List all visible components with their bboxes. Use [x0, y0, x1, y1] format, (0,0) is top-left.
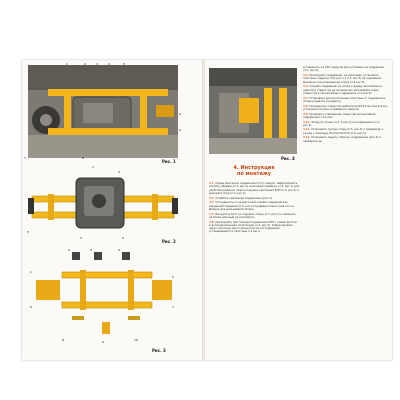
fig3-caption: Рис. 3	[152, 348, 166, 353]
fig1-marker: 8	[82, 156, 84, 160]
fig2-illustration	[28, 168, 178, 238]
fig1-marker: 9	[179, 128, 181, 132]
left-page	[22, 60, 202, 360]
fig1-marker: 2	[84, 62, 86, 66]
fig1-marker: 3	[96, 62, 98, 66]
step-item: 4.11. Установить третью опору (п.5, рис.3) и подрамник к кузову с помощью болтов M12x75 (п.6, рис.3).	[303, 128, 384, 135]
steps-column-left	[209, 182, 299, 235]
step-item: 4.10. Затянуть опоры (п.2, 4 рис.2) на подрамнике (п.1, рис.3).	[303, 120, 381, 127]
step-item: 4.6. Поднять подрамник до упора к днищу автомобиля и наметить отверстия на лонжеронах автомобиля через отверстия в кронштейнах подрамника (п.2 рис.3).	[303, 85, 383, 95]
step-item: 4.2. Ослабить крепление подрамника (рис.4)	[209, 196, 272, 200]
step-item: 4.5. Приподнять подрамник, не затягивая, установить пластины поддона (п.8, рис.1 и п.3, рис.3) на подрамник временно смонтированную опору (п.9 рис.3).	[303, 73, 382, 84]
fig2-marker: 4	[122, 236, 124, 240]
fig2-marker: 3	[80, 236, 82, 240]
fig4-photo	[209, 68, 297, 154]
fig3-marker: 3	[90, 248, 92, 252]
step-item: 4.12. Установить защиту «броню» подрамника (рис.4) и приварить ее.	[303, 136, 381, 143]
step-item: 4.3. Отсоединить от раздаточной коробки передний вал карданной передачи (п.5, рис.2) предварительно сняв его на фланце для дальнейшей сборки.	[209, 201, 294, 211]
fig2-caption: Рис. 2	[162, 239, 176, 244]
right-page	[205, 60, 392, 360]
fig2-marker: 1	[92, 165, 94, 169]
fig1-photo	[28, 65, 178, 158]
fig3-marker: 4	[118, 248, 120, 252]
manual-spread	[22, 60, 392, 360]
step-item: 4.4. Выкрутить болт из подушки опоры (п.3, рис.1) и заменить на более длинный из комплекта.	[209, 212, 296, 219]
fig1-marker: 7	[24, 156, 26, 160]
fig1-caption: Рис. 1	[162, 159, 176, 164]
fig3-marker: 6	[30, 305, 32, 309]
step-item: и повернуть на 180 градусов для установки на подрамник (п.1, рис.2).	[303, 66, 384, 73]
fig3-marker: 2	[68, 248, 70, 252]
fig1-marker: 5	[123, 62, 125, 66]
fig3-marker: 8	[62, 338, 64, 342]
fig1-marker: 1	[66, 62, 68, 66]
step-item: 4.7. Установить дополнительные пластины от подрамника, опоры раздатки и раздатку.	[303, 96, 386, 103]
fig3-marker: 1	[30, 270, 32, 274]
section-heading	[209, 166, 299, 177]
fig2-marker: 2	[118, 170, 120, 174]
fig3-marker: 7	[172, 305, 174, 309]
step-item: 4.9. Проверить совпадение отверстий кронштейнов подрамника и втулок.	[303, 112, 376, 119]
fig4-caption: Рис. 4	[281, 156, 295, 161]
fig3-marker: 9	[102, 340, 104, 344]
fig1-marker: 6	[179, 112, 181, 116]
step-item: 4.8. Рассверлить отверстия диаметром Ø14,5 мм под втулку, установить втулки и приварить сваркой.	[303, 104, 388, 111]
fig2-marker: 5	[27, 230, 29, 234]
steps-column-right	[303, 66, 389, 144]
underbody-illustration	[28, 65, 178, 158]
fig3-marker: 5	[172, 275, 174, 279]
fig1-marker: 4	[108, 62, 110, 66]
fig3-marker: 10	[134, 338, 138, 342]
section-title: 4. Инструкция	[233, 165, 275, 171]
step-item: 4.1. Перед монтажом подрамника (п.5) следует зафиксировать коробку передач (п.3, рис.1) штатными траверсы (п.3, рис.1) для удобства разборки сборки подушек крепления КПП (п.3, рис.1) и домкрата опор (п.3, рис.2)	[209, 182, 300, 195]
section-subtitle: по монтажу	[236, 170, 272, 177]
step-item: 4.5. Приподнять при помощи подъёмника КПП с новым болтом и дополнительными пластинами (п.4, рис.3). Зафиксировать через пластины при помощи болтов; на подрамник устанавливаются пластины п.2 рис.2	[209, 220, 297, 234]
fig3-illustration	[32, 250, 177, 340]
